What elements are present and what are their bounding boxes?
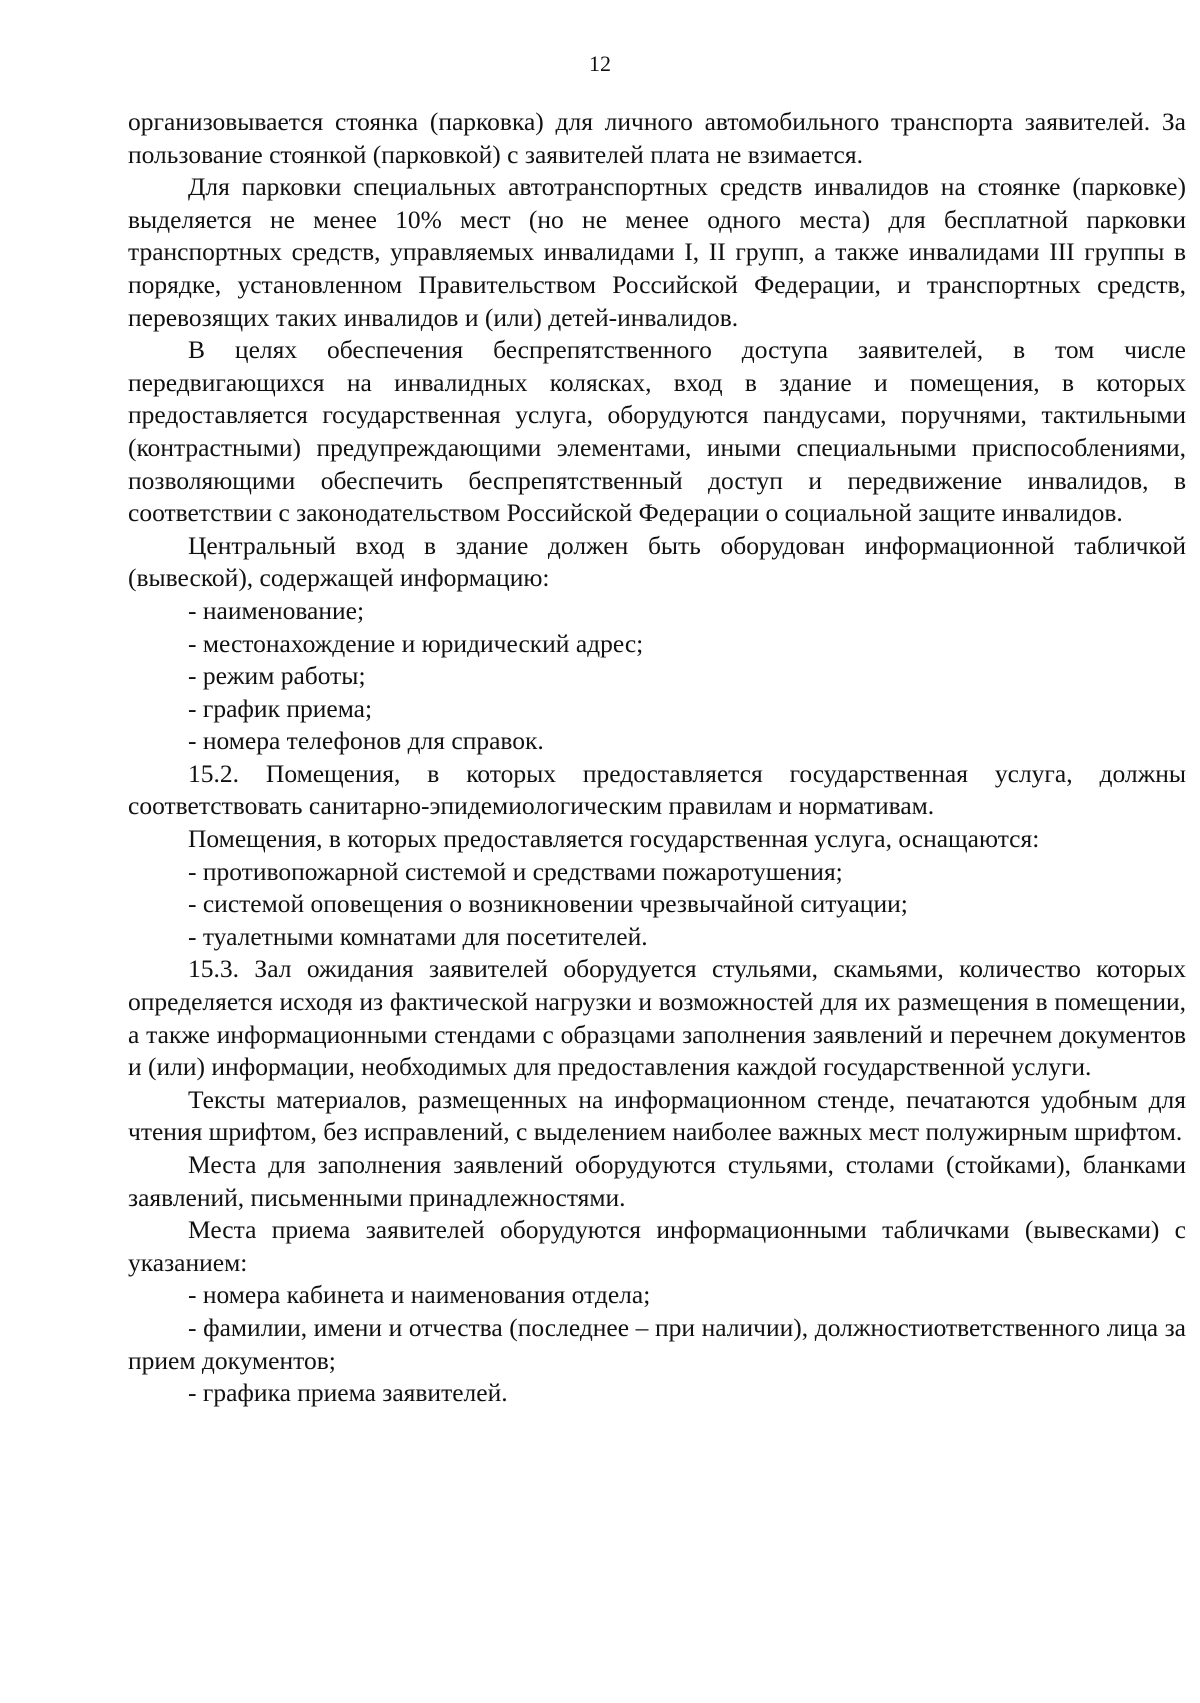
paragraph: 15.3. Зал ожидания заявителей оборудуется стульями, скамьями, количество которых определяется исходя из фактической нагрузки и возможностей для их размещения в помещении, а также информационными стендами с образцами заполнения заявлений и перечнем документов и (или) информации, необходимых для предоставления каждой государственной услуги. — [128, 954, 1186, 1082]
paragraph: Центральный вход в здание должен быть оборудован информационной табличкой (вывеской), содержащей информацию: — [128, 530, 1186, 593]
list-item: - системой оповещения о возникновении чрезвычайной ситуации; — [188, 889, 908, 919]
list-item: - график приема; — [188, 693, 373, 723]
list-item: - номера телефонов для справок. — [188, 726, 544, 756]
list-item: - номера кабинета и наименования отдела; — [188, 1280, 651, 1310]
paragraph: Помещения, в которых предоставляется государственная услуга, оснащаются: — [188, 824, 1040, 854]
paragraph: Тексты материалов, размещенных на информационном стенде, печатаются удобным для чтения шрифтом, без исправлений, с выделением наиболее важных мест полужирным шрифтом. — [128, 1084, 1186, 1147]
list-item: - графика приема заявителей. — [188, 1378, 508, 1408]
list-item: - туалетными комнатами для посетителей. — [188, 921, 648, 951]
paragraph: Для парковки специальных автотранспортных средств инвалидов на стоянке (парковке) выделяется не менее 10% мест (но не менее одного места) для бесплатной парковки транспортных средств, управляемых инвалидами I, II групп, а также инвалидами III группы в порядке, установленном Правительством Российской Федерации, и транспортных средств, перевозящих таких инвалидов и (или) детей-инвалидов. — [128, 172, 1186, 332]
list-item: - противопожарной системой и средствами пожаротушения; — [188, 856, 843, 886]
list-item: - местонахождение и юридический адрес; — [188, 628, 644, 658]
list-item: - фамилии, имени и отчества (последнее – при наличии), должностиответственного лица за прием документов; — [128, 1312, 1186, 1375]
paragraph: 15.2. Помещения, в которых предоставляется государственная услуга, должны соответствовать санитарно-эпидемиологическим правилам и нормативам. — [128, 758, 1186, 821]
page-number: 12 — [589, 51, 611, 76]
paragraph: Места приема заявителей оборудуются информационными табличками (вывесками) с указанием: — [128, 1215, 1186, 1277]
list-item: - режим работы; — [188, 661, 366, 691]
list-item: - наименование; — [188, 595, 365, 625]
document-body — [128, 106, 1186, 1410]
paragraph: Места для заполнения заявлений оборудуются стульями, столами (стойками), бланками заявлений, письменными принадлежностями. — [128, 1150, 1186, 1212]
paragraph: В целях обеспечения беспрепятственного доступа заявителей, в том числе передвигающихся на инвалидных колясках, вход в здание и помещения, в которых предоставляется государственная услуга, оборудуются пандусами, поручнями, тактильными (контрастными) предупреждающими элементами, иными специальными приспособлениями, позволяющими обеспечить беспрепятственный доступ и передвижение инвалидов, в соответствии с законодательством Российской Федерации о социальной защите инвалидов. — [128, 335, 1186, 528]
paragraph: организовывается стоянка (парковка) для личного автомобильного транспорта заявителей. За пользование стоянкой (парковкой) с заявителей плата не взимается. — [128, 107, 1186, 169]
